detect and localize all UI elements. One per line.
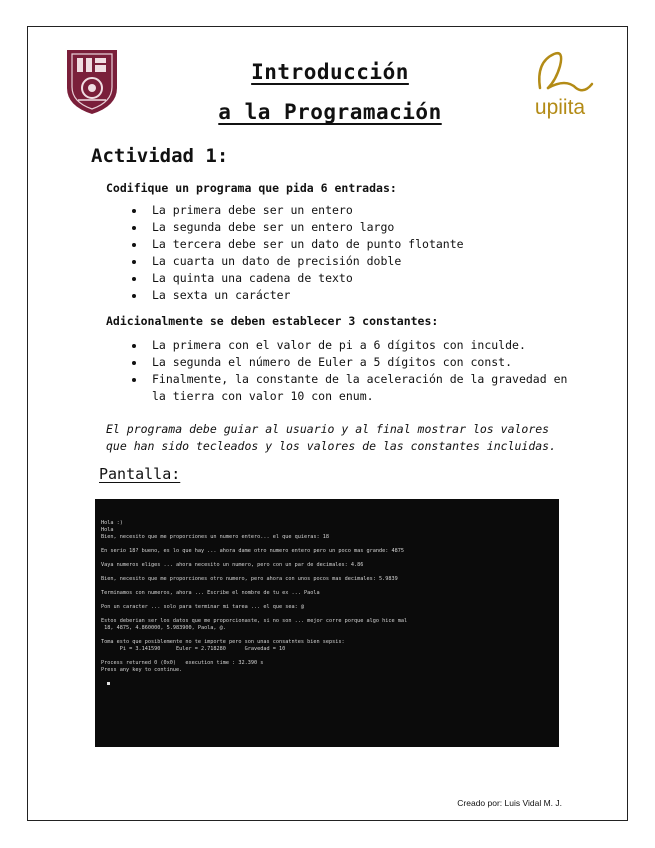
- console-line: Press any key to continue.: [101, 667, 183, 673]
- list-item: • La segunda debe ser un entero largo: [146, 219, 546, 236]
- console-line: Hola: [101, 527, 114, 533]
- console-line: [101, 555, 553, 562]
- list-item: • La tercera debe ser un dato de punto flotante: [146, 236, 546, 253]
- section1-list: [128, 202, 546, 304]
- console-line: Bien, necesito que me proporciones otro numero, pero ahora con unos pocos mas decimales: 5.9839: [101, 576, 398, 582]
- title-line-2: a la Programación: [218, 100, 442, 124]
- footer-credit: Creado por: Luis Vidal M. J.: [457, 798, 562, 808]
- list-item: • La primera con el valor de pi a 6 dígitos con inculde.: [146, 337, 586, 354]
- console-cursor: [107, 682, 110, 685]
- console-line: Vaya numeros eliges ... ahora necesito un numero, pero con un par de decimales: 4.86: [101, 562, 364, 568]
- console-line: Process returned 0 (0x0) execution time : 32.390 s: [101, 660, 264, 666]
- title-line-1: Introducción: [251, 60, 409, 84]
- console-line: [101, 653, 553, 660]
- console-line: Pi = 3.141590 Euler = 2.718280 Gravedad = 10: [101, 646, 286, 652]
- console-line: [101, 597, 553, 604]
- list-item: • La segunda el número de Euler a 5 dígitos con const.: [146, 354, 586, 371]
- upiita-logo: [518, 48, 602, 120]
- list-item: • La cuarta un dato de precisión doble: [146, 253, 546, 270]
- instructions-paragraph: El programa debe guiar al usuario y al final mostrar los valores que han sido tecleados y los valores de las constantes incluidas.: [106, 422, 557, 453]
- screen-label: Pantalla:: [99, 465, 181, 483]
- console-line: Bien, necesito que me proporciones un numero entero... el que quieras: 18: [101, 534, 329, 540]
- console-line: Pon un caracter ... solo para terminar mi tarea ... el que sea: @: [101, 604, 305, 610]
- console-line: [101, 541, 553, 548]
- activity-heading: Actividad 1:: [91, 145, 229, 167]
- console-line: Toma esto que posiblemente no te importe pero son unas consatntes bien sepsis:: [101, 639, 345, 645]
- console-line: En serio 18? bueno, es lo que hay ... ahora dame otro numero entero pero un poco mas grande: 4875: [101, 548, 404, 554]
- console-screenshot: [95, 499, 559, 747]
- console-line: [101, 583, 553, 590]
- console-line: [101, 569, 553, 576]
- console-line: 18, 4875, 4.860000, 5.983900, Paola, @.: [101, 625, 226, 631]
- section2-intro: Adicionalmente se deben establecer 3 constantes:: [106, 314, 439, 328]
- list-item: • La primera debe ser un entero: [146, 202, 546, 219]
- list-item: • La sexta un carácter: [146, 287, 546, 304]
- console-line: Hola :): [101, 520, 123, 526]
- section1-intro: Codifique un programa que pida 6 entradas:: [106, 181, 397, 195]
- console-line: Terminamos con numeros, ahora ... Escribe el nombre de tu ex ... Paola: [101, 590, 320, 596]
- section2-list: [128, 337, 586, 405]
- console-line: [101, 611, 553, 618]
- console-line: [101, 632, 553, 639]
- list-item: • La quinta una cadena de texto: [146, 270, 546, 287]
- list-item: • Finalmente, la constante de la aceleración de la gravedad en la tierra con valor 10 con enum.: [146, 371, 586, 405]
- upiita-logo-text: upiita: [534, 96, 586, 119]
- ipn-logo: [63, 44, 121, 116]
- console-line: Estos deberian ser los datos que me proporcionaste, si no son ... mejor corre porque algo hice mal: [101, 618, 408, 624]
